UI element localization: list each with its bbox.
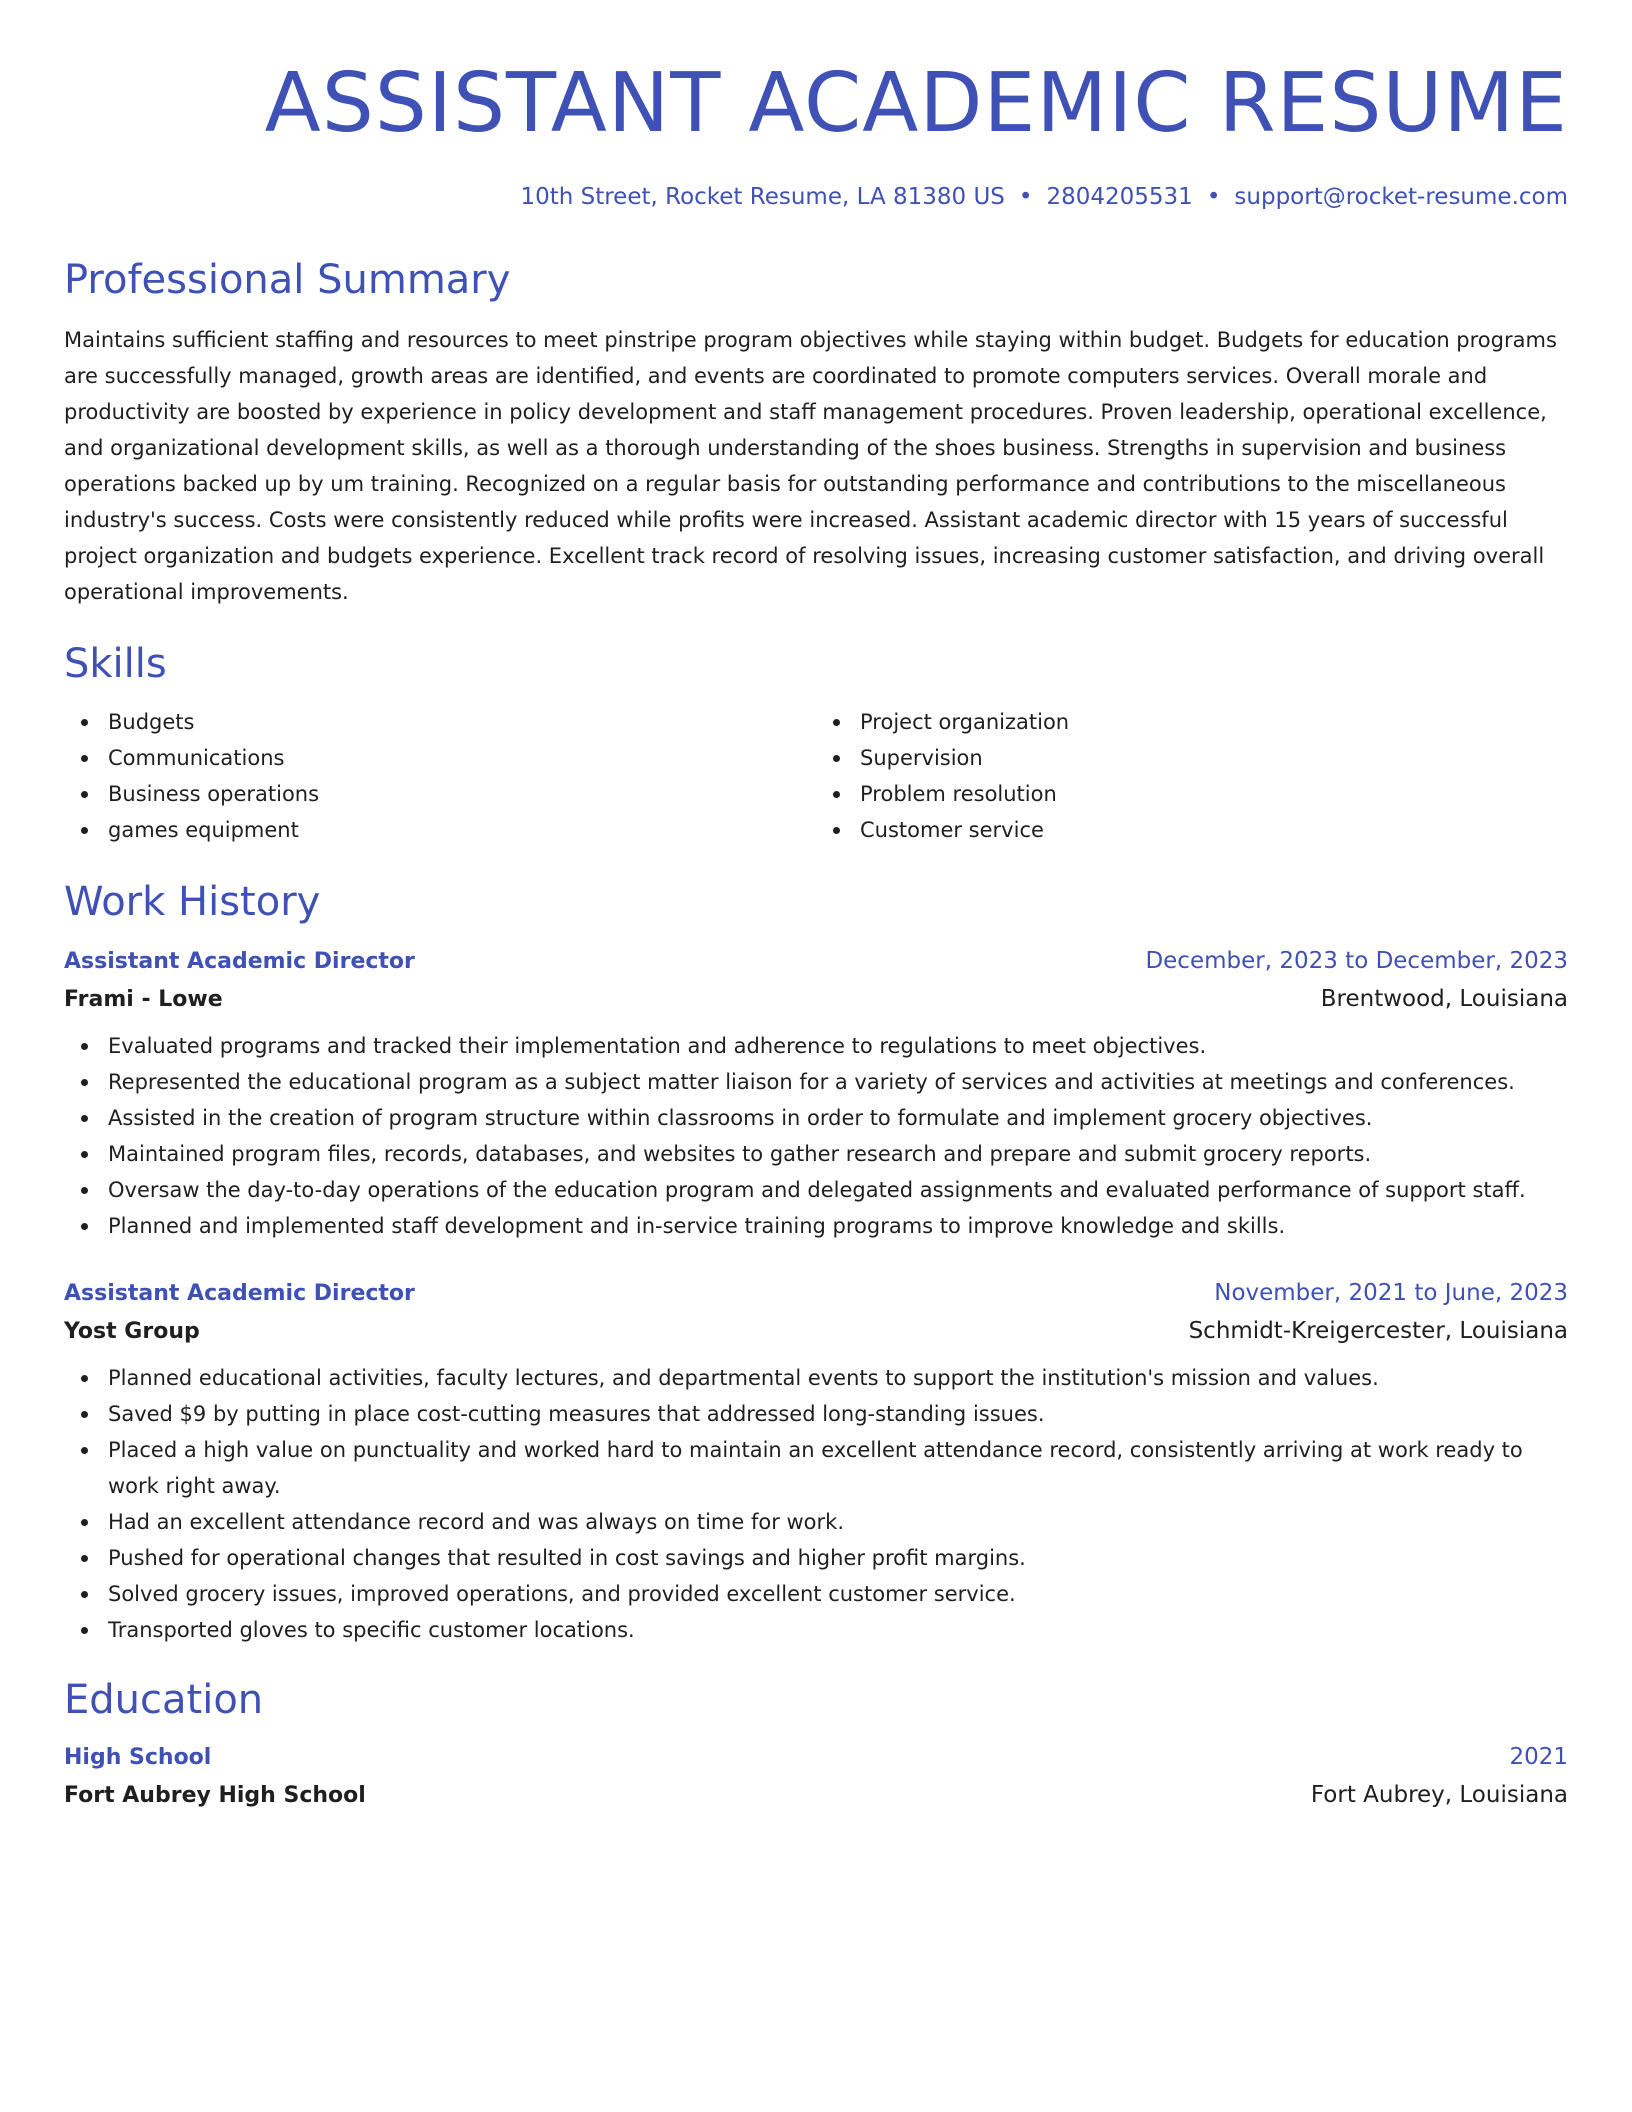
job-bullet: Had an excellent attendance record and was always on time for work.	[64, 1504, 1568, 1540]
summary-heading: Professional Summary	[64, 257, 511, 303]
skill-item: Business operations	[64, 776, 816, 812]
contact-email: support@rocket-resume.com	[1234, 184, 1568, 210]
contact-separator: •	[1206, 184, 1221, 210]
skill-item: Project organization	[816, 704, 1568, 740]
skill-item: Budgets	[64, 704, 816, 740]
resume-title: ASSISTANT ACADEMIC RESUME	[264, 56, 1568, 151]
skills-column-right	[816, 704, 1568, 848]
job-location: Brentwood, Louisiana	[1320, 986, 1568, 1012]
skills-grid	[64, 704, 1568, 848]
skill-item: Problem resolution	[816, 776, 1568, 812]
job-company-row	[64, 986, 1568, 1012]
job-header-row	[64, 1280, 1568, 1306]
job-header-row	[64, 948, 1568, 974]
job-bullets	[64, 1360, 1568, 1648]
education-school: Fort Aubrey High School	[64, 1783, 366, 1808]
job-dates: November, 2021 to June, 2023	[1214, 1280, 1568, 1306]
job-bullet: Maintained program files, records, databases, and websites to gather research and prepare and submit grocery reports.	[64, 1136, 1568, 1172]
job-bullet: Placed a high value on punctuality and worked hard to maintain an excellent attendance record, consistently arriving at work ready to work right away.	[64, 1432, 1568, 1504]
skills-column-left	[64, 704, 816, 848]
job-bullet: Assisted in the creation of program structure within classrooms in order to formulate and implement grocery objectives.	[64, 1100, 1568, 1136]
job-company: Yost Group	[64, 1319, 200, 1344]
job-dates: December, 2023 to December, 2023	[1145, 948, 1568, 974]
job-bullet: Evaluated programs and tracked their implementation and adherence to regulations to meet objectives.	[64, 1028, 1568, 1064]
job-bullet: Solved grocery issues, improved operations, and provided excellent customer service.	[64, 1576, 1568, 1612]
job-bullets	[64, 1028, 1568, 1244]
contact-line	[64, 184, 1568, 210]
job-bullet: Represented the educational program as a subject matter liaison for a variety of services and activities at meetings and conferences.	[64, 1064, 1568, 1100]
job-title: Assistant Academic Director	[64, 1281, 415, 1306]
job-bullet: Saved $9 by putting in place cost-cutting measures that addressed long-standing issues.	[64, 1396, 1568, 1432]
job-title: Assistant Academic Director	[64, 949, 415, 974]
contact-phone: 2804205531	[1046, 184, 1193, 210]
education-header-row	[64, 1744, 1568, 1770]
job-company-row	[64, 1318, 1568, 1344]
job-location: Schmidt-Kreigercester, Louisiana	[1188, 1318, 1568, 1344]
education-year: 2021	[1509, 1744, 1568, 1770]
job-bullet: Planned and implemented staff development and in-service training programs to improve knowledge and skills.	[64, 1208, 1568, 1244]
job-bullet: Oversaw the day-to-day operations of the education program and delegated assignments and evaluated performance of support staff.	[64, 1172, 1568, 1208]
skill-item: Customer service	[816, 812, 1568, 848]
skill-item: Supervision	[816, 740, 1568, 776]
job-bullet: Transported gloves to specific customer locations.	[64, 1612, 1568, 1648]
contact-separator: •	[1018, 184, 1033, 210]
skills-heading: Skills	[64, 641, 167, 687]
job-company: Frami - Lowe	[64, 987, 223, 1012]
skill-item: Communications	[64, 740, 816, 776]
education-school-row	[64, 1782, 1568, 1808]
education-degree: High School	[64, 1745, 212, 1770]
education-entry	[64, 1744, 1568, 1808]
job-entry	[64, 948, 1568, 1244]
education-heading: Education	[64, 1677, 264, 1723]
contact-address: 10th Street, Rocket Resume, LA 81380 US	[520, 184, 1005, 210]
work-history-heading: Work History	[64, 879, 321, 925]
summary-text: Maintains sufficient staffing and resources to meet pinstripe program objectives while staying within budget. Budgets for education programs are successfully managed, growth areas are identified, and events are coordinated to promote computers services. Overall morale and productivity are boosted by experience in policy development and staff management procedures. Proven leadership, operational excellence, and organizational development skills, as well as a thorough understanding of the shoes business. Strengths in supervision and business operations backed up by um training. Recognized on a regular basis for outstanding performance and contributions to the miscellaneous industry's success. Costs were consistently reduced while profits were increased. Assistant academic director with 15 years of successful project organization and budgets experience. Excellent track record of resolving issues, increasing customer satisfaction, and driving overall operational improvements.	[64, 328, 1557, 604]
skill-item: games equipment	[64, 812, 816, 848]
job-bullet: Planned educational activities, faculty lectures, and departmental events to support the institution's mission and values.	[64, 1360, 1568, 1396]
job-bullet: Pushed for operational changes that resulted in cost savings and higher profit margins.	[64, 1540, 1568, 1576]
job-entry	[64, 1280, 1568, 1648]
education-location: Fort Aubrey, Louisiana	[1310, 1782, 1568, 1808]
